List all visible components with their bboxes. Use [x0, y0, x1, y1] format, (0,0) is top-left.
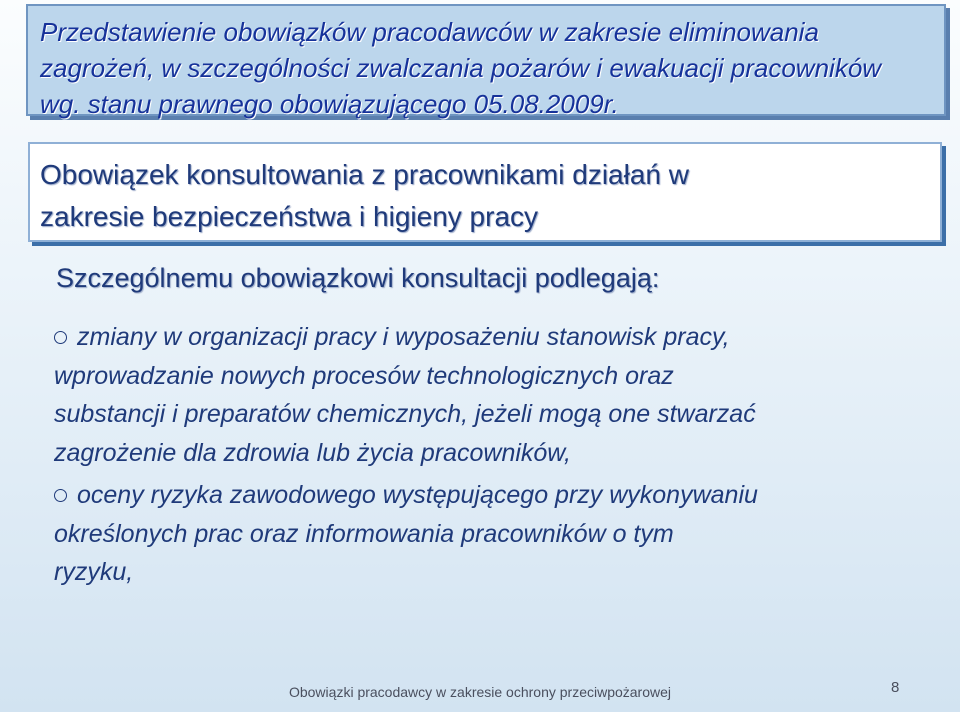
bullet-list	[54, 318, 934, 596]
footer-text: Obowiązki pracodawcy w zakresie ochrony przeciwpożarowej	[288, 684, 672, 700]
section-heading-line-2: zakresie bezpieczeństwa i higieny pracy	[40, 201, 539, 232]
slide-title-line-1: Przedstawienie obowiązków pracodawców w zakresie eliminowania	[40, 17, 819, 47]
list-item-text: oceny ryzyka zawodowego występującego przy wykonywaniu	[77, 481, 758, 509]
list-item-line-first	[54, 318, 934, 357]
list-item-line: ryzyku,	[54, 558, 134, 586]
list-item-line: wprowadzanie nowych procesów technologicznych oraz	[54, 361, 674, 390]
slide-title-line-3: wg. stanu prawnego obowiązującego 05.08.2009r.	[40, 89, 619, 119]
list-item	[54, 476, 934, 592]
section-heading-box	[28, 142, 942, 242]
list-item-line: substancji i preparatów chemicznych, jeżeli mogą one stwarzać	[54, 400, 756, 428]
list-item	[54, 318, 934, 472]
footer	[0, 684, 960, 700]
slide-title-box	[26, 4, 946, 119]
lead-text: Szczególnemu obowiązkowi konsultacji podlegają:	[56, 263, 660, 293]
list-item-line-first	[54, 476, 934, 515]
list-item-text: zmiany w organizacji pracy i wyposażeniu stanowisk pracy,	[77, 323, 730, 351]
page-number: 8	[891, 679, 900, 696]
slide-title-line-2: zagrożeń, w szczególności zwalczania pożarów i ewakuacji pracowników	[40, 53, 882, 83]
circle-bullet-icon	[54, 331, 67, 344]
list-item-line: zagrożenie dla zdrowia lub życia pracowników,	[54, 438, 571, 467]
list-item-line: określonych prac oraz informowania pracowników o tym	[54, 519, 674, 548]
section-heading-line-1: Obowiązek konsultowania z pracownikami działań w	[40, 159, 689, 190]
circle-bullet-icon	[54, 489, 67, 502]
